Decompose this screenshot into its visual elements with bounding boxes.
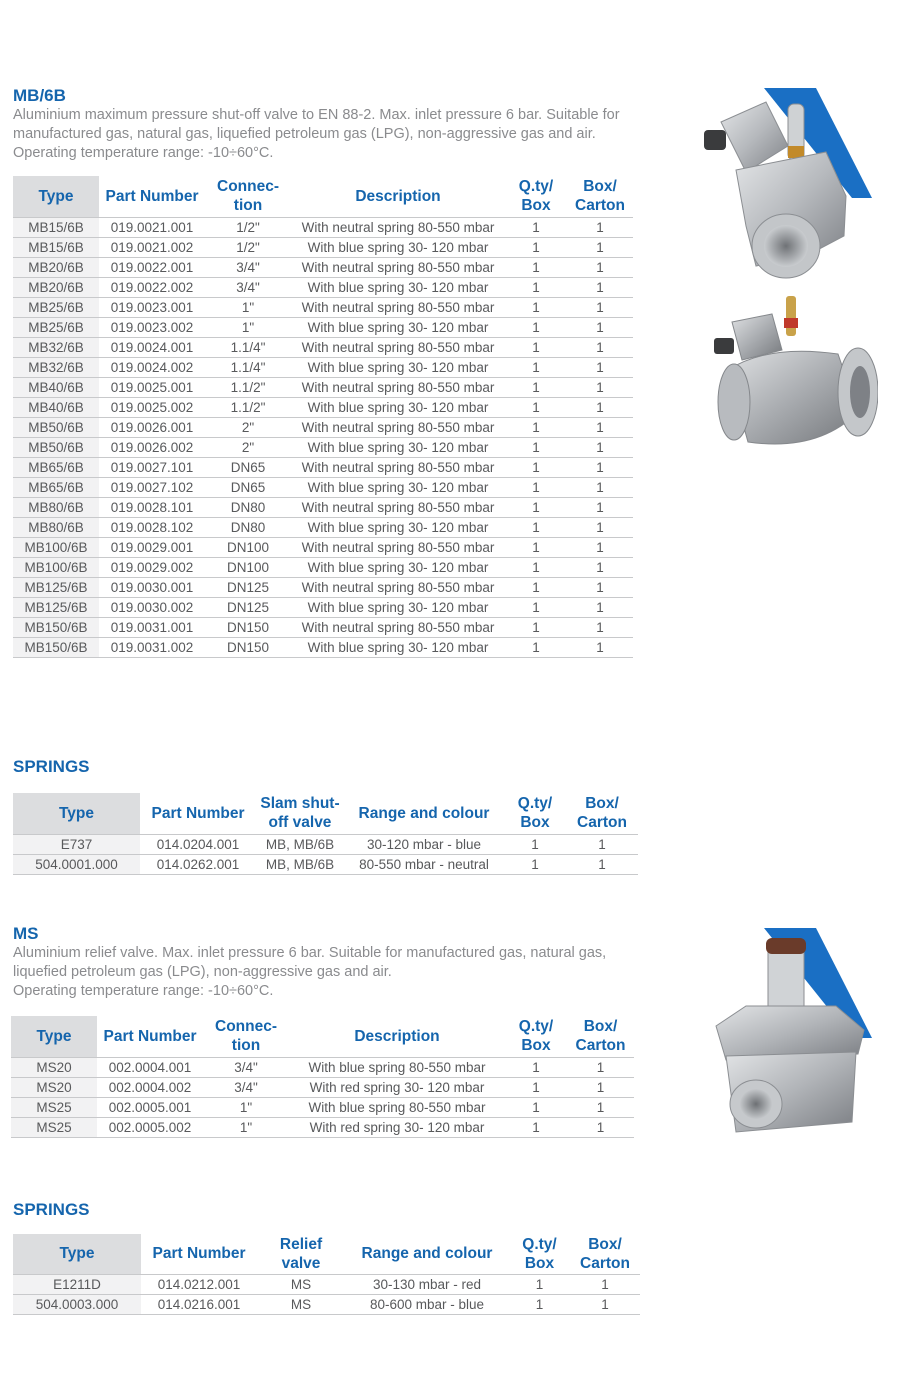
table-cell: With neutral spring 80-550 mbar: [291, 577, 505, 597]
table-cell: 1: [567, 397, 633, 417]
table-cell: With neutral spring 80-550 mbar: [291, 457, 505, 477]
mb6b-temperature: Operating temperature range: -10÷60°C.: [13, 145, 274, 161]
mb6b-description: [13, 106, 653, 163]
col-type: Type: [11, 1016, 97, 1057]
table-cell: With blue spring 30- 120 mbar: [291, 397, 505, 417]
springs1-table-body: [13, 834, 638, 874]
table-cell: 3/4": [205, 277, 291, 297]
table-cell: 1: [570, 1274, 640, 1294]
table-cell: 1: [505, 217, 567, 237]
table-cell: 019.0023.001: [99, 297, 205, 317]
table-cell: 1: [567, 297, 633, 317]
table-cell: 002.0005.002: [97, 1117, 203, 1137]
table-cell: DN150: [205, 637, 291, 657]
table-cell: With blue spring 30- 120 mbar: [291, 357, 505, 377]
table-row: [13, 537, 633, 557]
table-row: [13, 617, 633, 637]
table-cell: MS: [257, 1274, 345, 1294]
table-row: [13, 377, 633, 397]
table-cell: With blue spring 30- 120 mbar: [291, 237, 505, 257]
table-cell: 019.0024.002: [99, 357, 205, 377]
col-valve: Slam shut- off valve: [256, 793, 344, 834]
col-box-carton: Box/ Carton: [570, 1234, 640, 1274]
table-cell: 1: [505, 597, 567, 617]
table-cell: 1: [567, 377, 633, 397]
table-cell: 014.0204.001: [140, 834, 256, 854]
table-cell: DN65: [205, 457, 291, 477]
ms-temperature: Operating temperature range: -10÷60°C.: [13, 983, 274, 999]
col-description: Description: [291, 176, 505, 217]
table-cell: 014.0262.001: [140, 854, 256, 874]
table-cell: With blue spring 30- 120 mbar: [291, 477, 505, 497]
table-cell: 002.0005.001: [97, 1097, 203, 1117]
table-cell: 1: [567, 357, 633, 377]
ms-title: MS: [13, 924, 39, 943]
table-cell: 1: [567, 1117, 634, 1137]
table-cell: With blue spring 30- 120 mbar: [291, 437, 505, 457]
table-cell: MB100/6B: [13, 557, 99, 577]
col-type: Type: [13, 176, 99, 217]
table-cell: 1: [505, 1097, 567, 1117]
table-cell: 1: [505, 317, 567, 337]
table-cell: With blue spring 30- 120 mbar: [291, 557, 505, 577]
table-row: [11, 1077, 634, 1097]
table-cell: With neutral spring 80-550 mbar: [291, 537, 505, 557]
table-row: [13, 437, 633, 457]
table-cell: DN125: [205, 577, 291, 597]
table-cell: 1: [505, 477, 567, 497]
table-row: [11, 1097, 634, 1117]
table-cell: With blue spring 30- 120 mbar: [291, 317, 505, 337]
table-cell: 019.0029.002: [99, 557, 205, 577]
table-cell: With neutral spring 80-550 mbar: [291, 617, 505, 637]
table-cell: 1: [505, 1117, 567, 1137]
table-cell: 2": [205, 417, 291, 437]
col-part-number: Part Number: [140, 793, 256, 834]
table-cell: MB100/6B: [13, 537, 99, 557]
table-row: [13, 397, 633, 417]
table-cell: 019.0028.102: [99, 517, 205, 537]
table-cell: 1: [505, 637, 567, 657]
table-cell: With blue spring 30- 120 mbar: [291, 637, 505, 657]
table-cell: MB20/6B: [13, 257, 99, 277]
table-cell: 019.0026.002: [99, 437, 205, 457]
table-cell: MB50/6B: [13, 437, 99, 457]
table-cell: E1211D: [13, 1274, 141, 1294]
mb6b-table: [13, 176, 633, 658]
table-cell: With neutral spring 80-550 mbar: [291, 337, 505, 357]
table-cell: MB80/6B: [13, 497, 99, 517]
table-row: [13, 577, 633, 597]
table-cell: 80-600 mbar - blue: [345, 1294, 509, 1314]
table-cell: With neutral spring 80-550 mbar: [291, 297, 505, 317]
table-cell: MB25/6B: [13, 317, 99, 337]
table-row: [13, 317, 633, 337]
table-row: [13, 297, 633, 317]
table-cell: MB80/6B: [13, 517, 99, 537]
table-cell: MS25: [11, 1097, 97, 1117]
table-cell: 1: [567, 337, 633, 357]
table-cell: 1: [505, 357, 567, 377]
table-cell: 1: [570, 1294, 640, 1314]
table-cell: With neutral spring 80-550 mbar: [291, 217, 505, 237]
table-cell: 1: [504, 854, 566, 874]
table-cell: 019.0022.002: [99, 277, 205, 297]
table-cell: 1: [567, 597, 633, 617]
table-cell: 014.0216.001: [141, 1294, 257, 1314]
table-cell: 2": [205, 437, 291, 457]
table-cell: 1: [567, 437, 633, 457]
table-cell: 1: [566, 854, 638, 874]
table-row: [13, 1274, 640, 1294]
table-cell: 3/4": [203, 1077, 289, 1097]
table-cell: MB150/6B: [13, 637, 99, 657]
table-cell: 014.0212.001: [141, 1274, 257, 1294]
table-cell: 1: [505, 397, 567, 417]
table-cell: DN100: [205, 557, 291, 577]
table-row: [13, 217, 633, 237]
table-cell: 019.0025.001: [99, 377, 205, 397]
table-cell: 504.0001.000: [13, 854, 140, 874]
table-cell: 019.0030.002: [99, 597, 205, 617]
table-row: [13, 357, 633, 377]
table-cell: 1: [504, 834, 566, 854]
springs2-title: SPRINGS: [13, 1200, 90, 1219]
table-cell: 1: [505, 1057, 567, 1077]
table-row: [11, 1057, 634, 1077]
col-type: Type: [13, 793, 140, 834]
table-cell: MB50/6B: [13, 417, 99, 437]
springs1-table: [13, 793, 638, 875]
col-part-number: Part Number: [97, 1016, 203, 1057]
table-row: [11, 1117, 634, 1137]
table-cell: 1: [567, 237, 633, 257]
table-cell: 1": [205, 317, 291, 337]
table-cell: 1": [203, 1097, 289, 1117]
table-cell: 1: [505, 557, 567, 577]
table-cell: 1: [567, 517, 633, 537]
table-cell: 1.1/4": [205, 357, 291, 377]
table-cell: With neutral spring 80-550 mbar: [291, 417, 505, 437]
table-cell: 019.0027.101: [99, 457, 205, 477]
table-cell: 1.1/2": [205, 377, 291, 397]
table-cell: 002.0004.001: [97, 1057, 203, 1077]
table-cell: 019.0023.002: [99, 317, 205, 337]
ms-table-body: [11, 1057, 634, 1137]
col-type: Type: [13, 1234, 141, 1274]
table-cell: 019.0030.001: [99, 577, 205, 597]
table-row: [13, 477, 633, 497]
table-cell: MB, MB/6B: [256, 834, 344, 854]
col-qty-box: Q.ty/ Box: [504, 793, 566, 834]
col-qty-box: Q.ty/ Box: [509, 1234, 570, 1274]
table-cell: 019.0021.001: [99, 217, 205, 237]
table-cell: DN150: [205, 617, 291, 637]
table-cell: MS25: [11, 1117, 97, 1137]
table-row: [13, 1294, 640, 1314]
table-cell: With red spring 30- 120 mbar: [289, 1077, 505, 1097]
table-cell: MS: [257, 1294, 345, 1314]
table-cell: 1: [505, 337, 567, 357]
table-cell: 1: [505, 537, 567, 557]
table-cell: 1: [505, 577, 567, 597]
table-cell: 1: [567, 577, 633, 597]
table-cell: 1: [505, 417, 567, 437]
table-cell: 019.0025.002: [99, 397, 205, 417]
table-cell: MB32/6B: [13, 357, 99, 377]
table-cell: MB25/6B: [13, 297, 99, 317]
table-cell: 019.0022.001: [99, 257, 205, 277]
table-cell: 1: [505, 1077, 567, 1097]
col-part-number: Part Number: [99, 176, 205, 217]
table-cell: E737: [13, 834, 140, 854]
table-cell: 504.0003.000: [13, 1294, 141, 1314]
col-qty-box: Q.ty/ Box: [505, 176, 567, 217]
col-box-carton: Box/ Carton: [567, 1016, 634, 1057]
table-row: [13, 257, 633, 277]
table-cell: 019.0031.002: [99, 637, 205, 657]
table-cell: 019.0026.001: [99, 417, 205, 437]
table-cell: MB20/6B: [13, 277, 99, 297]
springs1-title: SPRINGS: [13, 757, 90, 776]
table-cell: With blue spring 30- 120 mbar: [291, 597, 505, 617]
table-cell: 1: [505, 377, 567, 397]
table-row: [13, 457, 633, 477]
col-box-carton: Box/ Carton: [567, 176, 633, 217]
table-cell: 1: [567, 637, 633, 657]
table-cell: 80-550 mbar - neutral: [344, 854, 504, 874]
table-cell: 1: [567, 317, 633, 337]
table-cell: With blue spring 80-550 mbar: [289, 1057, 505, 1077]
table-row: [13, 237, 633, 257]
table-row: [13, 834, 638, 854]
ms-description: [13, 944, 643, 1001]
table-cell: 1: [505, 617, 567, 637]
table-cell: 1": [205, 297, 291, 317]
ms-description-text: Aluminium relief valve. Max. inlet pressure 6 bar. Suitable for manufactured gas, natural gas, liquefied petroleum gas (LPG), non-aggressive gas and air.: [13, 945, 607, 980]
col-connection: Connec- tion: [203, 1016, 289, 1057]
table-cell: With blue spring 30- 120 mbar: [291, 517, 505, 537]
table-cell: 1: [567, 1097, 634, 1117]
table-cell: 1: [567, 457, 633, 477]
col-description: Description: [289, 1016, 505, 1057]
table-cell: 1: [505, 257, 567, 277]
col-box-carton: Box/ Carton: [566, 793, 638, 834]
table-cell: DN65: [205, 477, 291, 497]
table-cell: MB40/6B: [13, 397, 99, 417]
table-cell: MB40/6B: [13, 377, 99, 397]
col-connection: Connec- tion: [205, 176, 291, 217]
table-cell: 1: [509, 1274, 570, 1294]
table-cell: MB65/6B: [13, 457, 99, 477]
table-cell: 1: [567, 1077, 634, 1097]
table-row: [13, 597, 633, 617]
table-cell: 1: [567, 417, 633, 437]
table-row: [13, 854, 638, 874]
mb6b-table-body: [13, 217, 633, 657]
table-cell: 1: [505, 517, 567, 537]
table-cell: 1: [505, 297, 567, 317]
table-cell: 1: [567, 557, 633, 577]
table-cell: 1/2": [205, 217, 291, 237]
mb6b-title: MB/6B: [13, 86, 66, 105]
mb6b-description-text: Aluminium maximum pressure shut-off valve to EN 88-2. Max. inlet pressure 6 bar. Suitable for manufactured gas, natural gas, liquefied petroleum gas (LPG), non-aggressive gas and air.: [13, 107, 620, 142]
ms-table: [11, 1016, 634, 1138]
table-cell: 3/4": [205, 257, 291, 277]
springs2-table: [13, 1234, 640, 1315]
table-cell: MB65/6B: [13, 477, 99, 497]
table-cell: With red spring 30- 120 mbar: [289, 1117, 505, 1137]
table-cell: MB150/6B: [13, 617, 99, 637]
table-cell: 1: [566, 834, 638, 854]
table-cell: DN80: [205, 517, 291, 537]
table-cell: 019.0021.002: [99, 237, 205, 257]
table-cell: 1: [567, 537, 633, 557]
table-cell: 1: [505, 237, 567, 257]
table-cell: With neutral spring 80-550 mbar: [291, 497, 505, 517]
col-range-colour: Range and colour: [344, 793, 504, 834]
col-qty-box: Q.ty/ Box: [505, 1016, 567, 1057]
table-cell: MB, MB/6B: [256, 854, 344, 874]
table-cell: 1": [203, 1117, 289, 1137]
col-part-number: Part Number: [141, 1234, 257, 1274]
table-cell: MS20: [11, 1057, 97, 1077]
table-cell: MB15/6B: [13, 237, 99, 257]
table-cell: 1: [567, 257, 633, 277]
col-range-colour: Range and colour: [345, 1234, 509, 1274]
table-cell: 1.1/2": [205, 397, 291, 417]
table-cell: MB125/6B: [13, 577, 99, 597]
table-row: [13, 637, 633, 657]
table-row: [13, 557, 633, 577]
table-cell: MB125/6B: [13, 597, 99, 617]
table-cell: 1: [567, 617, 633, 637]
table-cell: 1: [505, 497, 567, 517]
table-cell: 1: [567, 217, 633, 237]
table-cell: 1: [505, 277, 567, 297]
table-cell: 1: [505, 457, 567, 477]
table-cell: 1/2": [205, 237, 291, 257]
table-cell: 019.0027.102: [99, 477, 205, 497]
table-cell: 30-120 mbar - blue: [344, 834, 504, 854]
table-cell: 019.0028.101: [99, 497, 205, 517]
table-cell: With neutral spring 80-550 mbar: [291, 377, 505, 397]
table-cell: 1.1/4": [205, 337, 291, 357]
springs2-table-body: [13, 1274, 640, 1314]
table-cell: 30-130 mbar - red: [345, 1274, 509, 1294]
table-row: [13, 337, 633, 357]
table-cell: MB32/6B: [13, 337, 99, 357]
table-cell: MS20: [11, 1077, 97, 1097]
col-valve: Relief valve: [257, 1234, 345, 1274]
table-cell: 019.0031.001: [99, 617, 205, 637]
gas-valve-threaded-icon: [676, 86, 876, 286]
table-row: [13, 277, 633, 297]
table-cell: 1: [567, 277, 633, 297]
table-cell: 019.0024.001: [99, 337, 205, 357]
table-cell: MB15/6B: [13, 217, 99, 237]
table-cell: 1: [505, 437, 567, 457]
table-row: [13, 517, 633, 537]
gas-valve-flanged-icon: [708, 292, 878, 472]
table-cell: DN125: [205, 597, 291, 617]
table-cell: 002.0004.002: [97, 1077, 203, 1097]
table-cell: 1: [567, 497, 633, 517]
table-cell: DN100: [205, 537, 291, 557]
table-cell: 1: [567, 1057, 634, 1077]
table-cell: 1: [509, 1294, 570, 1314]
relief-valve-icon: [706, 926, 876, 1146]
table-row: [13, 417, 633, 437]
table-cell: With blue spring 80-550 mbar: [289, 1097, 505, 1117]
table-row: [13, 497, 633, 517]
table-cell: With neutral spring 80-550 mbar: [291, 257, 505, 277]
table-cell: DN80: [205, 497, 291, 517]
table-cell: 019.0029.001: [99, 537, 205, 557]
table-cell: 3/4": [203, 1057, 289, 1077]
table-cell: With blue spring 30- 120 mbar: [291, 277, 505, 297]
table-cell: 1: [567, 477, 633, 497]
